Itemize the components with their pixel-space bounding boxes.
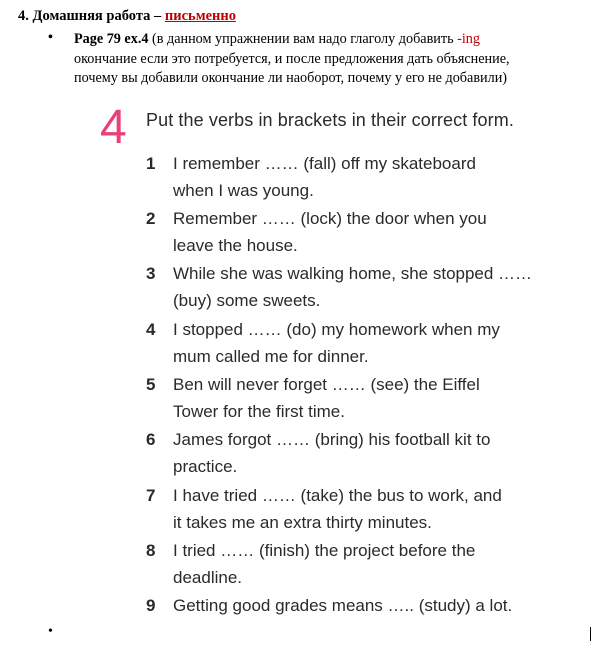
item-text-cont: mum called me for dinner.	[173, 347, 369, 366]
item-text-cont: deadline.	[173, 568, 243, 587]
item-number: 5	[146, 375, 156, 394]
homework-heading-written: письменно	[164, 8, 236, 24]
homework-heading	[18, 8, 236, 25]
item-number: 7	[146, 486, 156, 505]
item-text: I remember …… (fall) off my skateboard	[173, 154, 476, 173]
item-number: 8	[146, 541, 156, 560]
item-number: 1	[146, 154, 156, 173]
item-text: Ben will never forget …… (see) the Eiffel	[173, 375, 480, 394]
item-text-cont: (buy) some sweets.	[173, 291, 321, 310]
item-text-cont: when I was young.	[173, 181, 314, 200]
ing-suffix: -ing	[457, 31, 480, 47]
item-number: 4	[146, 320, 156, 339]
exercise-number: 4	[100, 101, 127, 154]
instruction-line3: почему вы добавили окончание ли наоборот, почему у его не добавили)	[74, 70, 508, 86]
item-text: I have tried …… (take) the bus to work, and	[173, 486, 502, 505]
text-cursor	[590, 627, 591, 641]
item-number: 2	[146, 209, 156, 228]
item-number: 9	[146, 596, 156, 615]
item-text: Remember …… (lock) the door when you	[173, 209, 487, 228]
item-text-cont: Tower for the first time.	[173, 402, 345, 421]
item-number: 3	[146, 264, 156, 283]
assignment-description	[74, 30, 602, 89]
item-text: I stopped …… (do) my homework when my	[173, 320, 500, 339]
item-text: Getting good grades means ….. (study) a lot.	[173, 596, 513, 615]
exercise-title: Put the verbs in brackets in their correct form.	[146, 110, 514, 130]
item-text: James forgot …… (bring) his football kit to	[173, 430, 491, 449]
homework-heading-prefix: 4. Домашняя работа –	[18, 8, 165, 24]
item-text: While she was walking home, she stopped ……	[173, 264, 533, 283]
empty-bullet: •	[48, 624, 53, 639]
item-text-cont: practice.	[173, 457, 238, 476]
item-text: I tried …… (finish) the project before the	[173, 541, 476, 560]
instruction-line2: окончание если это потребуется, и после предложения дать объяснение,	[74, 50, 510, 67]
page-reference: Page 79 ex.4	[74, 31, 149, 47]
instruction-part1: (в данном упражнении вам надо глаголу добавить	[148, 31, 458, 47]
item-text-cont: leave the house.	[173, 236, 298, 255]
item-number: 6	[146, 430, 156, 449]
item-text-cont: it takes me an extra thirty minutes.	[173, 513, 432, 532]
bullet-marker: •	[48, 30, 53, 45]
